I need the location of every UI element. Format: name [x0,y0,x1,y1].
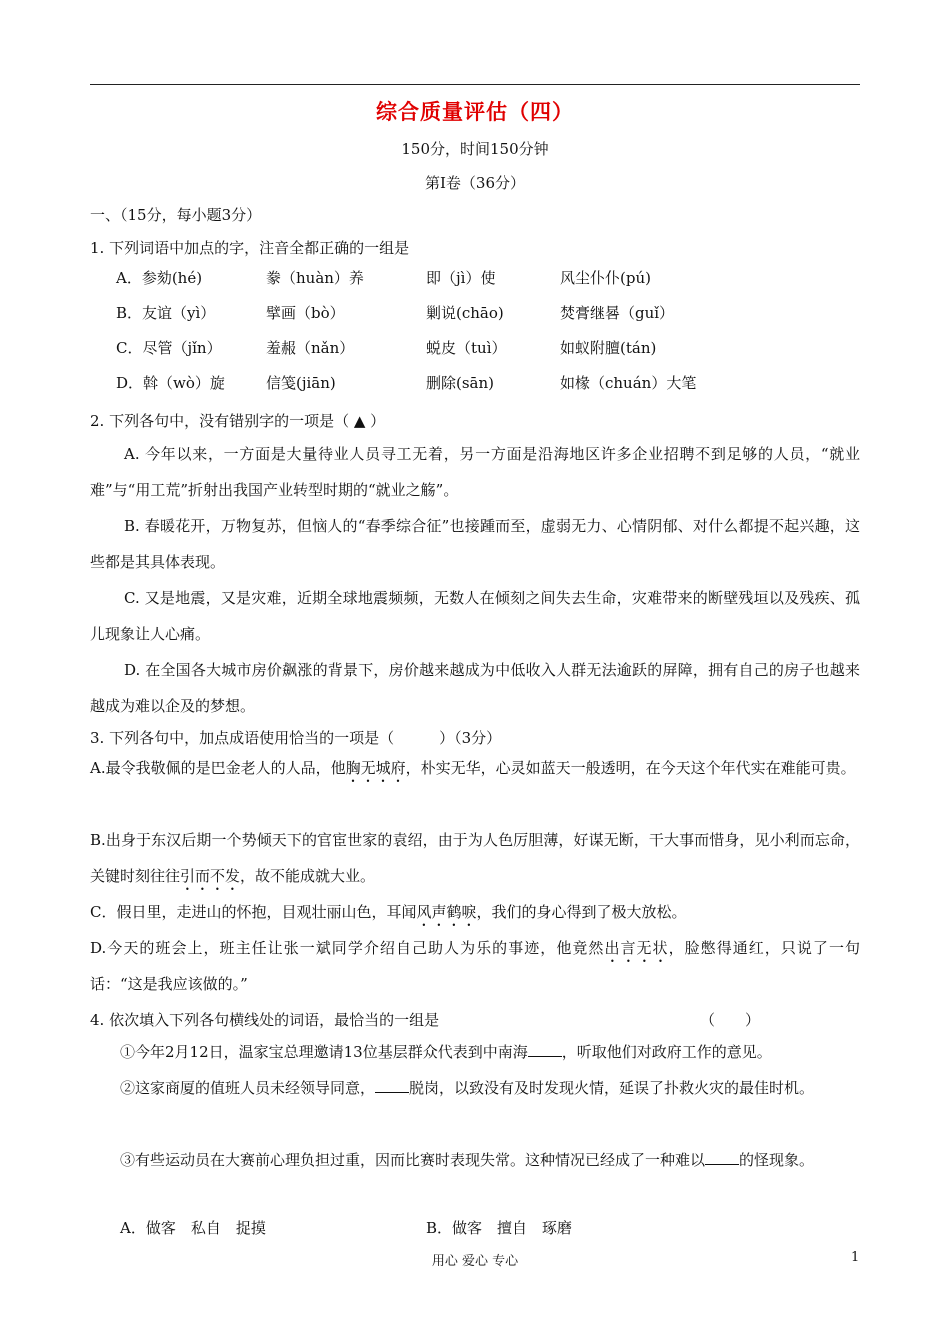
q2-option-d: D. 在全国各大城市房价飙涨的背景下，房价越来越成为中低收入人群无法逾跃的屏障，拥有自己的房子也越来越成为难以企及的梦想。 [90,661,860,715]
q4-blank-3 [705,1150,739,1165]
q1-option-row-a [116,268,860,288]
q4-s1-text: ①今年2月12日，温家宝总理邀请13位基层群众代表到中南海 [120,1043,528,1061]
q4-s2-text-end: 脱岗，以致没有及时发现火情，延误了扑救火灾的最佳时机。 [409,1079,815,1097]
q2-option-a: A. 今年以来，一方面是大量待业人员寻工无着，另一方面是沿海地区许多企业招聘不到足够的人员，“就业难”与“用工荒”折射出我国产业转型时期的“就业之觞”。 [90,445,860,499]
q3-b-text-end: ，故不能成就大业。 [240,867,376,885]
q1-d-item-4: 如椽（chuán）大笔 [560,374,697,392]
q1-option-row-b [116,303,860,323]
q1-a-item-2: 豢（huàn）养 [266,269,364,287]
q2-option-b: B. 春暖花开，万物复苏，但恼人的“春季综合征”也接踵而至，虚弱无力、心情阴郁、对什么都提不起兴趣，这些都是其具体表现。 [90,517,860,571]
q3-option-c [90,894,860,930]
q4-s1-text-end: ，听取他们对政府工作的意见。 [561,1043,772,1061]
q4-option-a: A．做客 私自 捉摸 [120,1219,266,1237]
q4-s3-text: ③有些运动员在大赛前心理负担过重，因而比赛时表现失常。这种情况已经成了一种难以 [120,1151,706,1169]
page-number: 1 [851,1250,860,1265]
question-1-stem: 1. 下列词语中加点的字，注音全都正确的一组是 [90,239,410,257]
q1-option-row-c [116,338,860,358]
q1-b-item-3: 剿说(chāo) [426,304,504,322]
q3-b-idiom: 引而不发 [180,867,241,885]
q1-b-item-2: 擘画（bò） [266,304,345,322]
q3-option-b [90,822,860,894]
q1-c-item-3: 蜕皮（tuì） [426,339,507,357]
q4-option-b: B．做客 擅自 琢磨 [426,1219,573,1237]
question-3-stem: 3. 下列各句中，加点成语使用恰当的一项是（ ）（3分） [90,729,502,747]
question-4-stem: 4. 依次填入下列各句横线处的词语，最恰当的一组是 [90,1011,440,1029]
q1-b-item-1: B．友谊（yì） [116,304,216,322]
q3-d-text-end: ，脸憋得通红，只说了一句话：“这是我应该做的。” [90,939,860,993]
q1-d-item-1: D．斡（wò）旋 [116,374,225,392]
exam-subtitle: 150分，时间150分钟 [401,140,549,158]
q1-c-item-4: 如蚁附膻(tán) [560,339,657,357]
header-rule [90,84,860,85]
q1-d-item-3: 删除(sān) [426,374,495,392]
q1-b-item-4: 焚膏继晷（guǐ） [560,304,675,322]
q4-blank-2 [375,1078,409,1093]
q3-b-text: B.出身于东汉后期一个势倾天下的官宦世家的袁绍，由于为人色厉胆薄，好谋无断，干大事而惜身，见小利而忘命，关键时刻往往 [90,831,860,885]
q4-s3-text-end: 的怪现象。 [739,1151,815,1169]
q2-option-c: C. 又是地震，又是灾难，近期全球地震频频，无数人在倾刻之间失去生命，灾难带来的断壁残垣以及残疾、孤儿现象让人心痛。 [90,589,860,643]
q1-d-item-2: 信笺(jiān) [266,374,336,392]
q1-a-item-4: 风尘仆仆(pú) [560,269,651,287]
q3-d-idiom: 出言无状 [604,939,669,957]
section-heading: 一、（15分，每小题3分） [90,206,262,224]
q3-option-a [90,750,860,786]
q1-option-row-d [116,373,860,393]
q3-d-text: D.今天的班会上，班主任让张一斌同学介绍自己助人为乐的事迹，他竟然 [90,939,605,957]
q4-sentence-3 [90,1142,860,1178]
q4-sentence-1 [90,1034,860,1070]
q3-a-text: A.最令我敬佩的是巴金老人的人品，他 [90,759,346,777]
q1-a-item-3: 即（jì）使 [426,269,496,287]
volume-heading: 第Ⅰ卷（36分） [424,174,525,192]
q3-option-d [90,930,860,1002]
question-2-stem: 2. 下列各句中，没有错别字的一项是（ ▲ ） [90,412,386,430]
q4-answer-bracket: （ ） [700,1011,761,1029]
q3-c-text-end: ，我们的身心得到了极大放松。 [476,903,687,921]
q3-a-text-end: ，朴实无华，心灵如蓝天一般透明，在今天这个年代实在难能可贵。 [405,759,856,777]
page-title: 综合质量评估（四） [376,99,574,124]
q3-a-idiom: 胸无城府 [345,759,406,777]
q1-a-item-1: A．参劾(hé) [116,269,203,287]
q4-s2-text: ②这家商厦的值班人员未经领导同意， [120,1079,376,1097]
q3-c-idiom: 风声鹤唳 [416,903,477,921]
q1-c-item-1: C．尽管（jǐn） [116,339,222,357]
q1-c-item-2: 羞赧（nǎn） [266,339,355,357]
q4-blank-1 [528,1042,562,1057]
q4-sentence-2 [90,1070,860,1106]
q3-c-text: C．假日里，走进山的怀抱，目观壮丽山色，耳闻 [90,903,417,921]
page-footer: 用心 爱心 专心 [431,1254,519,1269]
